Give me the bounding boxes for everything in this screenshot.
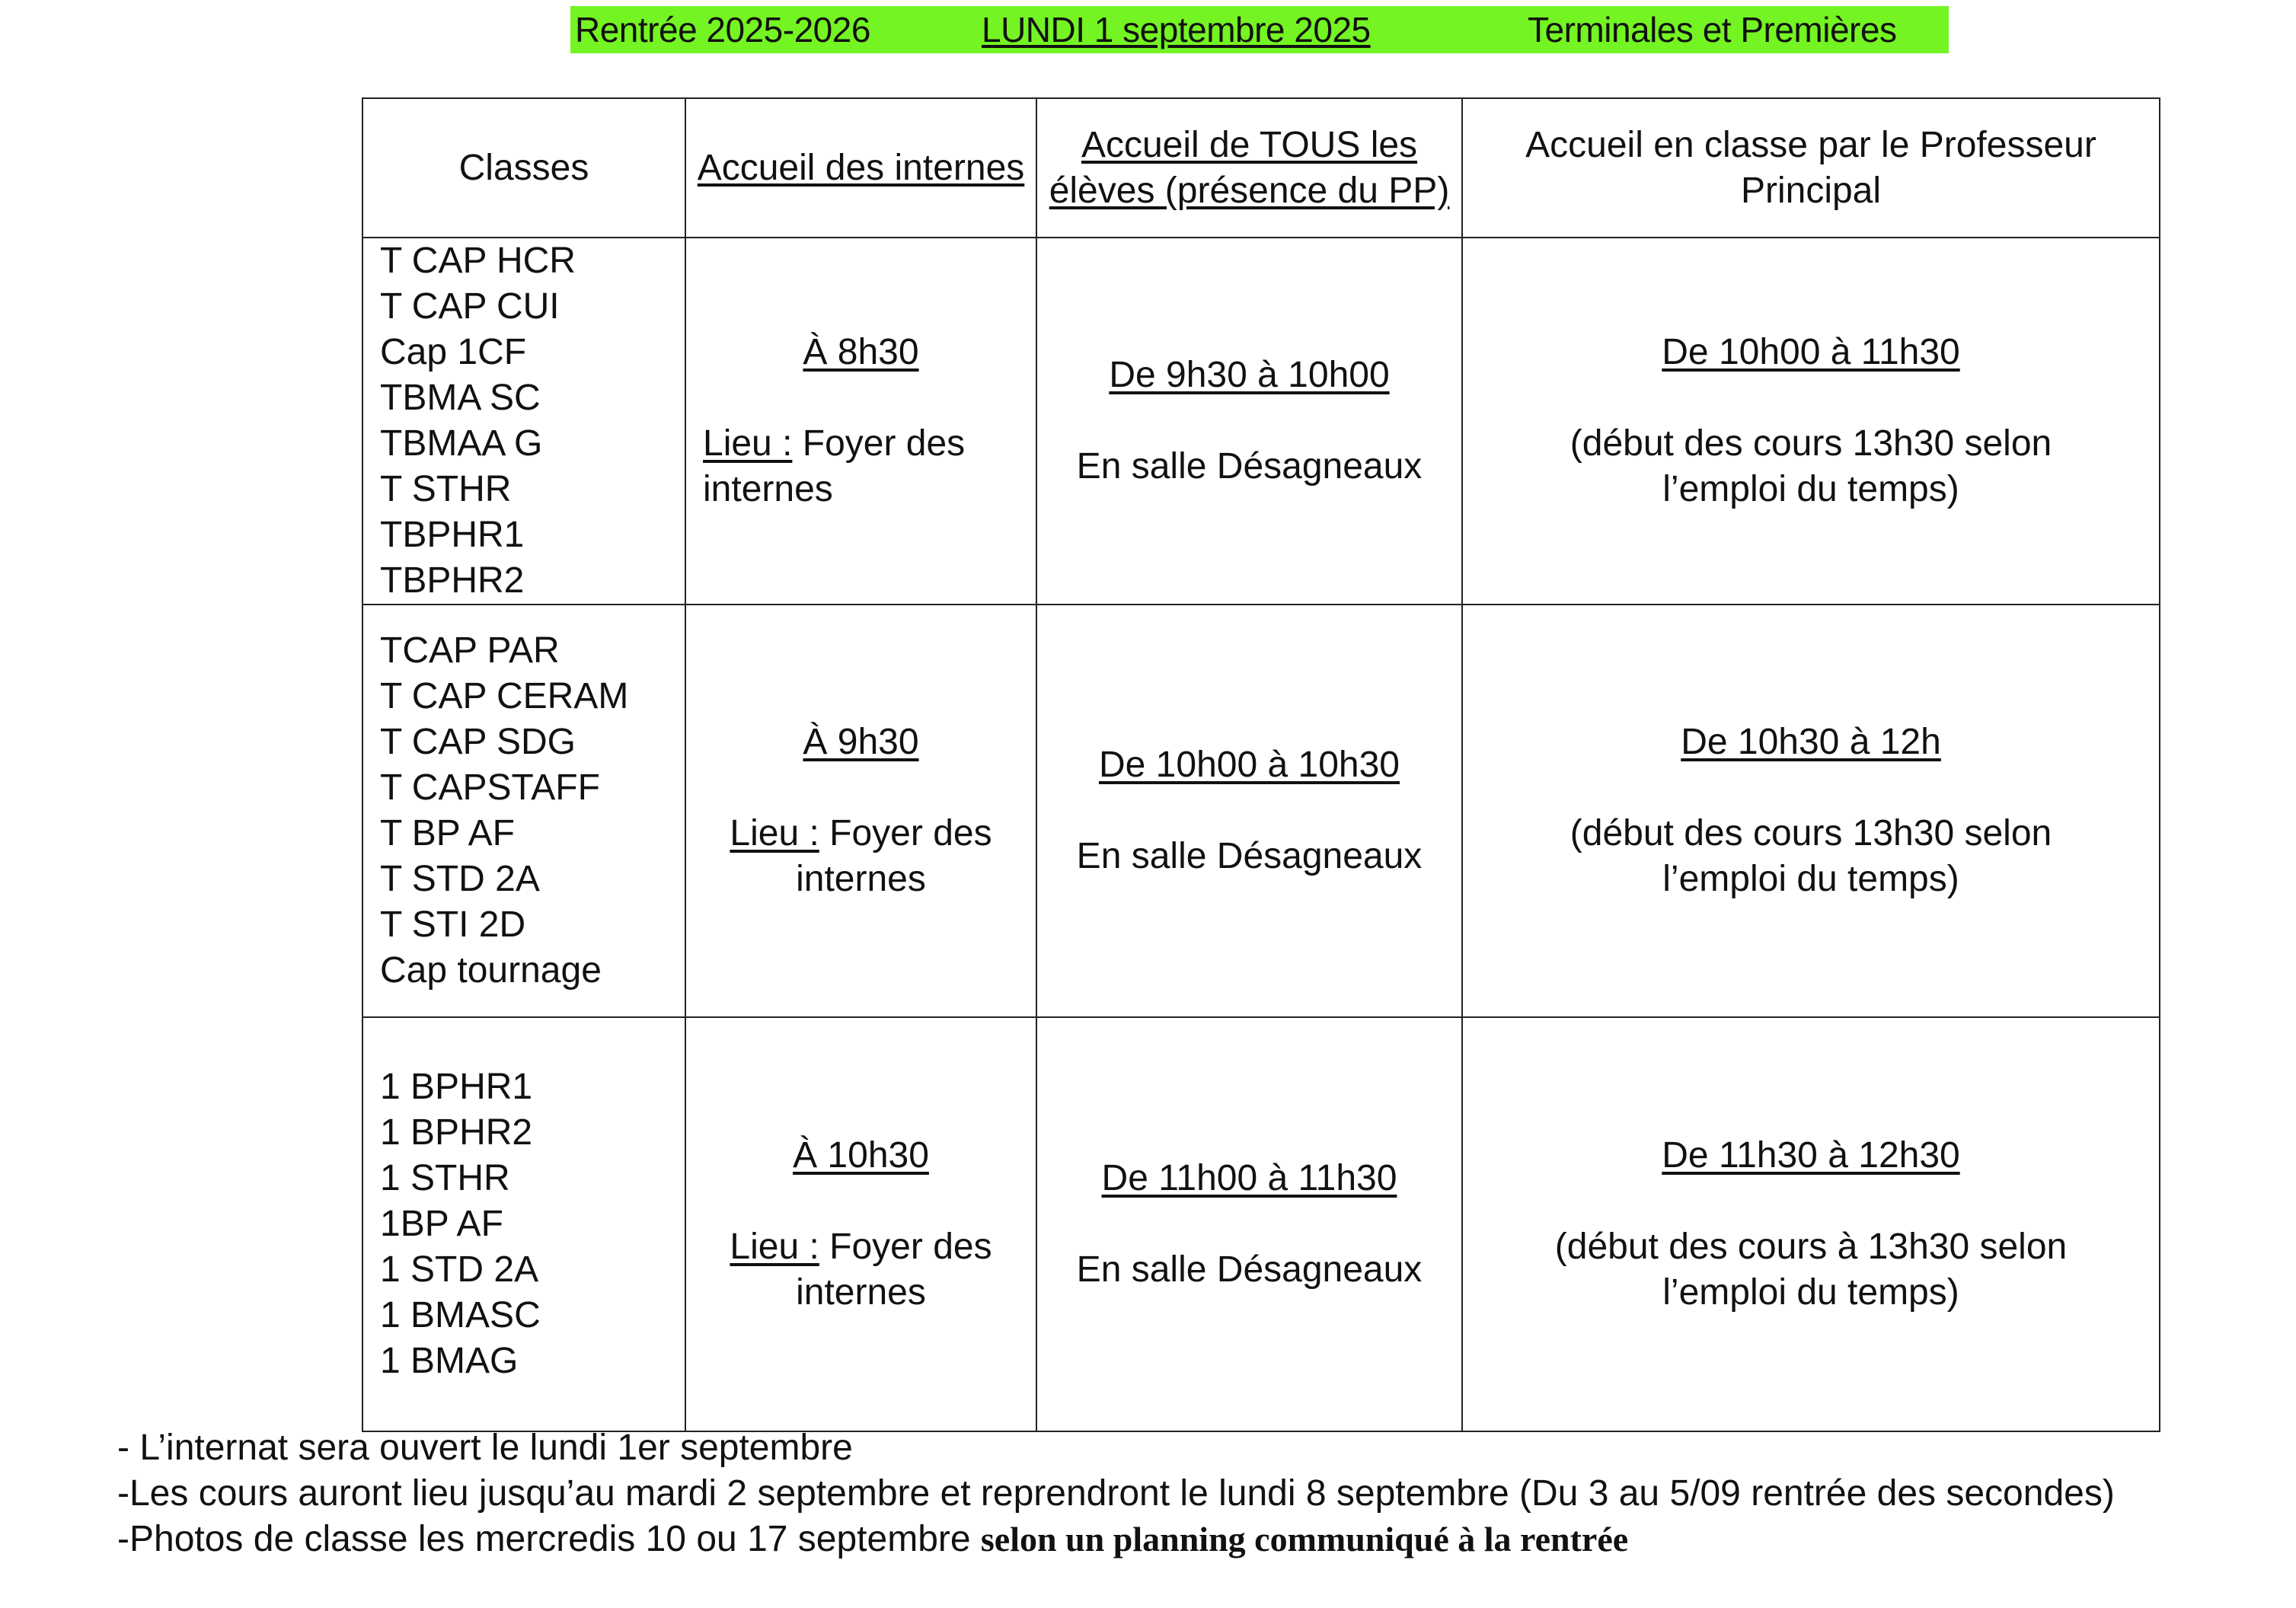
col-header-classes: Classes xyxy=(362,98,685,238)
class-item: T BP AF xyxy=(380,813,515,853)
school-year: Rentrée 2025-2026 xyxy=(575,10,870,49)
note-internat: - L’internat sera ouvert le lundi 1er septembre xyxy=(117,1428,853,1468)
class-item: TBMAA G xyxy=(380,423,543,464)
class-item: TCAP PAR xyxy=(380,630,560,671)
class-item: T CAP CERAM xyxy=(380,676,629,716)
class-item: TBPHR2 xyxy=(380,560,525,601)
all-place: En salle Désagneaux xyxy=(1076,1249,1423,1290)
lieu-label: Lieu : xyxy=(730,813,819,853)
class-item: TBMA SC xyxy=(380,378,541,418)
pp-time: De 10h00 à 11h30 xyxy=(1662,332,1960,372)
class-item: T CAP SDG xyxy=(380,722,576,762)
all-students-cell xyxy=(1036,1017,1462,1431)
internes-place xyxy=(686,811,1036,902)
table-row xyxy=(362,238,2160,605)
class-item: 1 BPHR2 xyxy=(380,1112,533,1153)
all-place: En salle Désagneaux xyxy=(1076,446,1423,487)
classes-cell xyxy=(362,238,685,605)
all-students-cell xyxy=(1036,238,1462,605)
internes-time: À 8h30 xyxy=(803,332,919,372)
pp-note: (début des cours 13h30 selon l’emploi du temps) xyxy=(1570,423,2052,509)
note-photos xyxy=(117,1517,2295,1562)
lieu-text: Foyer des internes xyxy=(703,423,966,509)
internes-place xyxy=(686,1224,1036,1316)
class-item: T STD 2A xyxy=(380,859,540,899)
class-item: Cap 1CF xyxy=(380,332,527,372)
col-header-internes: Accueil des internes xyxy=(685,98,1036,238)
internes-time: À 9h30 xyxy=(803,722,919,762)
all-time: De 9h30 à 10h00 xyxy=(1109,355,1390,395)
internes-place xyxy=(686,421,1036,512)
class-item: 1 STHR xyxy=(380,1158,510,1198)
pp-note: (début des cours 13h30 selon l’emploi du temps) xyxy=(1570,813,2052,899)
class-item: TBPHR1 xyxy=(380,515,525,555)
internes-cell xyxy=(685,1017,1036,1431)
col-header-pp: Accueil en classe par le Professeur Principal xyxy=(1462,98,2160,238)
schedule-table xyxy=(362,97,2160,1432)
class-item: 1 BPHR1 xyxy=(380,1067,533,1107)
col-header-all-students: Accueil de TOUS les élèves (présence du PP) xyxy=(1036,98,1462,238)
pp-cell xyxy=(1462,238,2160,605)
note-photos-start: -Photos de classe les mercredis 10 ou 17 septembre xyxy=(117,1519,981,1559)
pp-cell xyxy=(1462,605,2160,1017)
classes-cell xyxy=(362,605,685,1017)
class-item: 1 BMAG xyxy=(380,1341,519,1381)
class-item: 1 BMASC xyxy=(380,1295,541,1335)
table-row xyxy=(362,605,2160,1017)
lieu-text: Foyer des internes xyxy=(796,813,992,899)
all-place: En salle Désagneaux xyxy=(1076,836,1423,876)
internes-cell xyxy=(685,605,1036,1017)
lieu-text: Foyer des internes xyxy=(796,1227,992,1313)
table-row xyxy=(362,1017,2160,1431)
class-item: T CAP CUI xyxy=(380,286,560,327)
pp-time: De 10h30 à 12h xyxy=(1681,722,1941,762)
class-item: T CAP HCR xyxy=(380,241,576,281)
class-item: Cap tournage xyxy=(380,950,602,991)
class-item: T STHR xyxy=(380,469,512,509)
levels: Terminales et Premières xyxy=(1528,10,1897,49)
class-item: 1BP AF xyxy=(380,1204,503,1244)
internes-cell xyxy=(685,238,1036,605)
pp-cell xyxy=(1462,1017,2160,1431)
class-item: T STI 2D xyxy=(380,904,526,945)
note-cours: -Les cours auront lieu jusqu’au mardi 2 septembre et reprendront le lundi 8 septembre (Du 3 au 5/09 rentrée des secondes) xyxy=(117,1473,2115,1514)
header-row xyxy=(362,98,2160,238)
class-item: T CAPSTAFF xyxy=(380,767,600,808)
lieu-label: Lieu : xyxy=(730,1227,819,1267)
lieu-label: Lieu : xyxy=(703,423,793,464)
pp-note: (début des cours à 13h30 selon l’emploi du temps) xyxy=(1554,1227,2068,1313)
all-students-cell xyxy=(1036,605,1462,1017)
internes-time: À 10h30 xyxy=(793,1135,929,1176)
start-date: LUNDI 1 septembre 2025 xyxy=(982,10,1371,49)
class-item: 1 STD 2A xyxy=(380,1249,539,1290)
all-time: De 11h00 à 11h30 xyxy=(1101,1158,1397,1198)
all-time: De 10h00 à 10h30 xyxy=(1098,745,1400,785)
note-photos-tail: selon un planning communiqué à la rentrée xyxy=(980,1520,1629,1559)
pp-time: De 11h30 à 12h30 xyxy=(1662,1135,1960,1176)
classes-cell xyxy=(362,1017,685,1431)
title-banner xyxy=(570,6,1949,53)
notes xyxy=(117,1425,2295,1562)
